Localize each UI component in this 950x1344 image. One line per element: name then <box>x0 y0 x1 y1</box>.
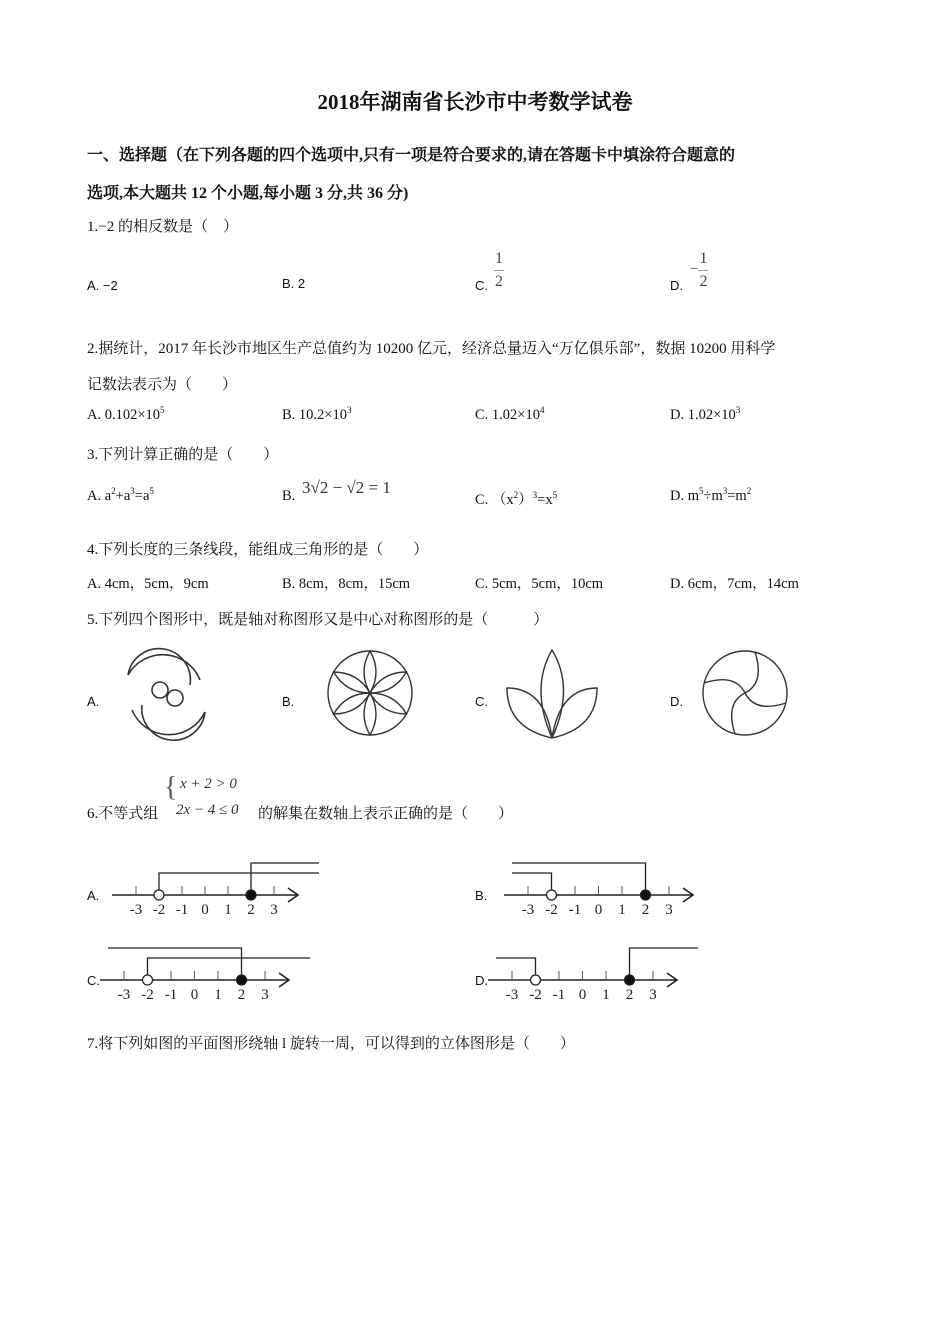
q2-option-b: B. $10.2\times 10^3$ <box>282 405 352 423</box>
solution-bracket <box>251 863 319 895</box>
q3-option-b-label: B. <box>282 488 296 504</box>
q4-option-b: B. 8cm，8cm，15cm <box>282 576 411 592</box>
tick-label: 2 <box>247 902 255 918</box>
q5-option-d: D. <box>670 694 683 709</box>
q2-stem-line1: 2.据统计，2017 年长沙市地区生产总值约为 10200 亿元，经济总量迈入“万亿俱乐部”，数据 10200 用科学 <box>87 341 776 357</box>
number-line <box>88 940 328 1010</box>
q3-option-b-expression: 3√2 − √2 = 1 <box>302 478 391 497</box>
open-point <box>143 975 153 985</box>
q4-option-a: A. 4cm，5cm，9cm <box>87 576 209 592</box>
tick-label: 2 <box>641 902 650 918</box>
q1-option-b: B. 2 <box>282 276 306 291</box>
q3-option-c: C. $(x^2)^3=x^5$ <box>475 490 558 508</box>
q6-brace: { <box>164 772 178 803</box>
tick-label: 1 <box>214 987 222 1003</box>
q7-stem: 7.将下列如图的平面图形绕轴 l 旋转一周，可以得到的立体图形是（ ） <box>87 1036 575 1052</box>
q6-inequality-1: x + 2 > 0 <box>180 776 237 792</box>
q6-option-label: B. <box>475 888 488 903</box>
tick-label: 1 <box>618 902 626 918</box>
q5-option-b: B. <box>282 694 295 709</box>
closed-point <box>237 975 247 985</box>
section-heading-line1: 一、选择题（在下列各题的四个选项中,只有一项是符合要求的,请在答题卡中填涂符合题意的 <box>87 147 736 164</box>
open-point <box>154 890 164 900</box>
tick-label: 1 <box>224 902 232 918</box>
tick-label: 2 <box>237 987 246 1003</box>
tick-label: 3 <box>261 987 269 1003</box>
tick-label: -3 <box>505 987 519 1003</box>
q5-figure-b <box>325 648 415 738</box>
q2-option-a: A. $0.102\times 10^5$ <box>87 405 165 423</box>
q6-option-label: A. <box>87 888 100 903</box>
section-heading-line2: 选项,本大题共 12 个小题,每小题 3 分,共 36 分) <box>87 185 409 202</box>
tick-label: -3 <box>117 987 131 1003</box>
q3-stem: 3.下列计算正确的是（ ） <box>87 447 279 463</box>
tick-label: -3 <box>521 902 535 918</box>
tick-label: -2 <box>529 987 542 1003</box>
q6-stem-prefix: 6.不等式组 <box>87 806 159 822</box>
q5-option-c: C. <box>475 694 488 709</box>
tick-label: 0 <box>578 987 587 1003</box>
closed-point <box>625 975 635 985</box>
tick-label: -1 <box>175 902 189 918</box>
tick-label: -2 <box>141 987 154 1003</box>
tick-label: 0 <box>594 902 603 918</box>
q3-option-a: A. $a^2+a^3=a^5$ <box>87 486 154 504</box>
solution-bracket <box>512 863 646 895</box>
q4-option-d: D. 6cm，7cm，14cm <box>670 576 799 592</box>
q1-fraction-c: $\frac{1}{2}$ <box>495 250 503 290</box>
tick-label: -2 <box>152 902 166 918</box>
q3-option-d: D. $m^5\div m^3=m^2$ <box>670 486 752 504</box>
q5-figure-a <box>120 650 215 740</box>
solution-bracket <box>159 873 319 895</box>
tick-label: 3 <box>665 902 673 918</box>
solution-bracket <box>512 873 552 895</box>
q2-option-c: C. $1.02\times 10^4$ <box>475 405 545 423</box>
q1-option-d: D. <box>670 278 683 293</box>
q4-option-c: C. 5cm，5cm，10cm <box>475 576 604 592</box>
q6-inequality-2: 2x − 4 ≤ 0 <box>176 802 239 818</box>
number-line <box>100 855 340 925</box>
tick-label: 1 <box>602 987 610 1003</box>
closed-point <box>641 890 651 900</box>
q1-fraction-d: − $\frac{1}{2}$ <box>690 250 708 290</box>
tick-label: -1 <box>552 987 566 1003</box>
tick-label: -1 <box>164 987 178 1003</box>
number-line <box>492 855 732 925</box>
page-title: 2018年湖南省长沙市中考数学试卷 <box>317 90 633 114</box>
number-line <box>476 940 716 1010</box>
q4-stem: 4.下列长度的三条线段，能组成三角形的是（ ） <box>87 542 429 558</box>
open-point <box>531 975 541 985</box>
solution-bracket <box>496 958 536 980</box>
q2-stem-line2: 记数法表示为（ ） <box>87 377 238 393</box>
q5-figure-c <box>505 648 600 740</box>
solution-bracket <box>108 948 242 980</box>
q1-stem: 1.−2 的相反数是（ ） <box>87 219 238 235</box>
q5-figure-d <box>700 648 790 738</box>
tick-label: -2 <box>545 902 558 918</box>
q5-option-a: A. <box>87 694 100 709</box>
q6-stem-suffix: 的解集在数轴上表示正确的是（ ） <box>258 806 514 822</box>
q2-option-d: D. $1.02\times 10^3$ <box>670 405 741 423</box>
tick-label: -1 <box>568 902 582 918</box>
open-point <box>547 890 557 900</box>
q6-option-label: D. <box>475 973 488 988</box>
tick-label: 0 <box>190 987 199 1003</box>
tick-label: 3 <box>270 902 278 918</box>
solution-bracket <box>630 948 699 980</box>
q1-option-a: A. −2 <box>87 278 118 293</box>
q1-option-c: C. <box>475 278 488 293</box>
q6-option-label: C. <box>87 973 100 988</box>
tick-label: 0 <box>201 902 209 918</box>
tick-label: -3 <box>129 902 143 918</box>
closed-point <box>246 890 256 900</box>
q5-stem: 5.下列四个图形中，既是轴对称图形又是中心对称图形的是（ ） <box>87 612 549 628</box>
tick-label: 2 <box>625 987 634 1003</box>
tick-label: 3 <box>649 987 657 1003</box>
